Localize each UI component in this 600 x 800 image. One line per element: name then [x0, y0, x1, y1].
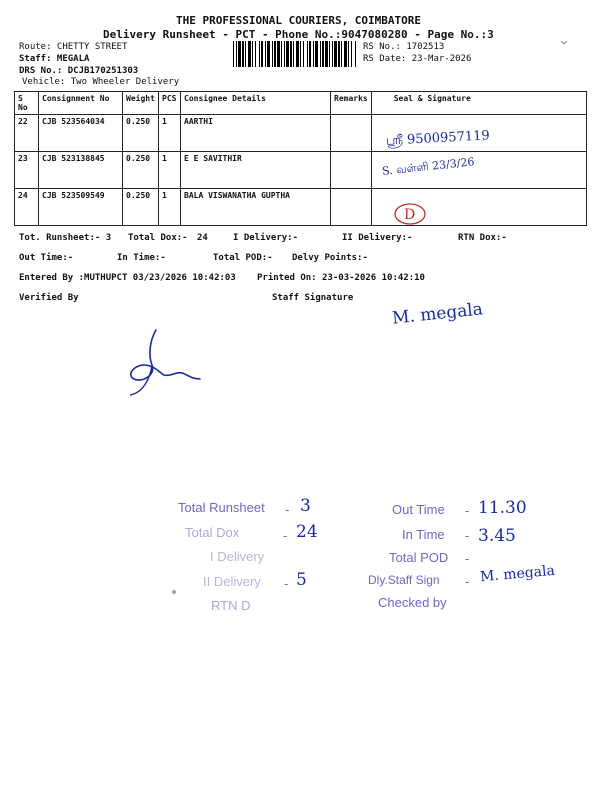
pin-icon — [560, 40, 568, 46]
col-weight: Weight — [123, 92, 159, 115]
tot-runsheet: Tot. Runsheet:- 3 — [19, 233, 112, 243]
table-header-row — [15, 92, 587, 115]
stamp-label-ii-delivery: II Delivery — [203, 574, 261, 589]
stamp-label-rtn: RTN D — [211, 598, 251, 613]
cell-consignee: E E SAVITHIR — [181, 152, 331, 189]
cell-weight: 0.250 — [123, 152, 159, 189]
cell-consignment: CJB 523138845 — [39, 152, 123, 189]
vehicle: Vehicle: Two Wheeler Delivery — [22, 77, 180, 87]
ink-speck — [172, 590, 176, 594]
rs-date: RS Date: 23-Mar-2026 — [363, 54, 472, 64]
cell-consignment: CJB 523564034 — [39, 115, 123, 152]
out-time: Out Time:- — [19, 253, 74, 263]
stamp-dash-6: - — [283, 528, 288, 543]
verified-by: Verified By — [19, 293, 79, 303]
cell-signature — [371, 152, 586, 189]
entered-by: Entered By :MUTHUPCT 03/23/2026 10:42:03 — [19, 273, 236, 283]
cell-remarks — [331, 152, 372, 189]
total-dox-value: 24 — [197, 233, 208, 243]
stamp-label-dly-staff-sign: Dly.Staff Sign — [368, 573, 440, 587]
svg-text:D: D — [403, 207, 415, 223]
signature-row-22: ஸ்ரீ 9500957119 — [385, 128, 490, 149]
total-pod: Total POD:- — [213, 253, 273, 263]
total-dox-label: Total Dox:- — [128, 233, 188, 243]
stamp-dash-7: - — [284, 576, 289, 591]
signature-row-23: S. வள்ளி 23/3/26 — [381, 155, 475, 178]
stamp-label-out-time: Out Time — [392, 502, 445, 517]
col-consignee: Consignee Details — [181, 92, 331, 115]
drs-no: DRS No.: DCJB170251303 — [19, 66, 139, 76]
cell-pcs: 1 — [159, 152, 181, 189]
i-delivery: I Delivery:- — [233, 233, 299, 243]
stamp-label-in-time: In Time — [402, 527, 445, 542]
cell-sno: 24 — [15, 189, 39, 226]
stamp-dash-3: - — [465, 551, 470, 566]
rtn-dox: RTN Dox:- — [458, 233, 507, 243]
staff: Staff: MEGALA — [19, 54, 90, 64]
cell-signature — [371, 189, 586, 226]
stamp-value-out-time: 11.30 — [478, 498, 527, 518]
stamp-dash-5: - — [285, 502, 290, 517]
printed-on: Printed On: 23-03-2026 10:42:10 — [257, 273, 425, 283]
staff-signature-label: Staff Signature — [272, 293, 354, 303]
cell-sno: 22 — [15, 115, 39, 152]
cell-remarks — [331, 115, 372, 152]
col-signature: Seal & Signature — [371, 92, 586, 115]
stamp-value-ii-delivery: 5 — [296, 570, 307, 590]
runsheet-table — [14, 91, 587, 226]
stamp-label-checked-by: Checked by — [378, 595, 447, 610]
staff-signature-hand: M. megala — [391, 299, 484, 329]
barcode — [233, 41, 357, 67]
cell-consignee: AARTHI — [181, 115, 331, 152]
company-name: THE PROFESSIONAL COURIERS, COIMBATORE — [176, 14, 422, 27]
stamp-dash-1: - — [465, 503, 470, 518]
rs-no: RS No.: 1702513 — [363, 42, 445, 52]
cell-remarks — [331, 189, 372, 226]
col-sno: S No — [15, 92, 39, 115]
stamp-label-total-pod: Total POD — [389, 550, 449, 565]
runsheet-title: Delivery Runsheet - PCT - Phone No.:9047080280 - Page No.:3 — [103, 28, 494, 41]
stamp-label-total-runsheet: Total Runsheet — [178, 500, 265, 515]
table-row — [15, 189, 587, 226]
in-time: In Time:- — [117, 253, 166, 263]
stamp-label-total-dox: Total Dox — [185, 525, 240, 540]
stamp-value-total-runsheet: 3 — [300, 496, 311, 516]
stamp-value-total-dox: 24 — [296, 522, 318, 542]
stamp-value-staff-sign: M. megala — [479, 562, 556, 586]
stamp-label-i-delivery: I Delivery — [210, 549, 265, 564]
table-row — [15, 152, 587, 189]
col-pcs: PCS — [159, 92, 181, 115]
ii-delivery: II Delivery:- — [342, 233, 413, 243]
col-consignment: Consignment No — [39, 92, 123, 115]
cell-consignment: CJB 523509549 — [39, 189, 123, 226]
cell-pcs: 1 — [159, 115, 181, 152]
table-row — [15, 115, 587, 152]
stamp-dash-2: - — [465, 528, 470, 543]
red-initial-mark — [392, 201, 428, 227]
cell-consignee: BALA VISWANATHA GUPTHA — [181, 189, 331, 226]
cell-sno: 23 — [15, 152, 39, 189]
stamp-dash-4: - — [465, 574, 470, 589]
cell-signature — [371, 115, 586, 152]
cell-weight: 0.250 — [123, 189, 159, 226]
stamp-value-in-time: 3.45 — [478, 526, 516, 546]
verifier-signature — [120, 325, 210, 400]
col-remarks: Remarks — [331, 92, 372, 115]
delvy-points: Delvy Points:- — [292, 253, 368, 263]
cell-pcs: 1 — [159, 189, 181, 226]
cell-weight: 0.250 — [123, 115, 159, 152]
route: Route: CHETTY STREET — [19, 42, 128, 52]
